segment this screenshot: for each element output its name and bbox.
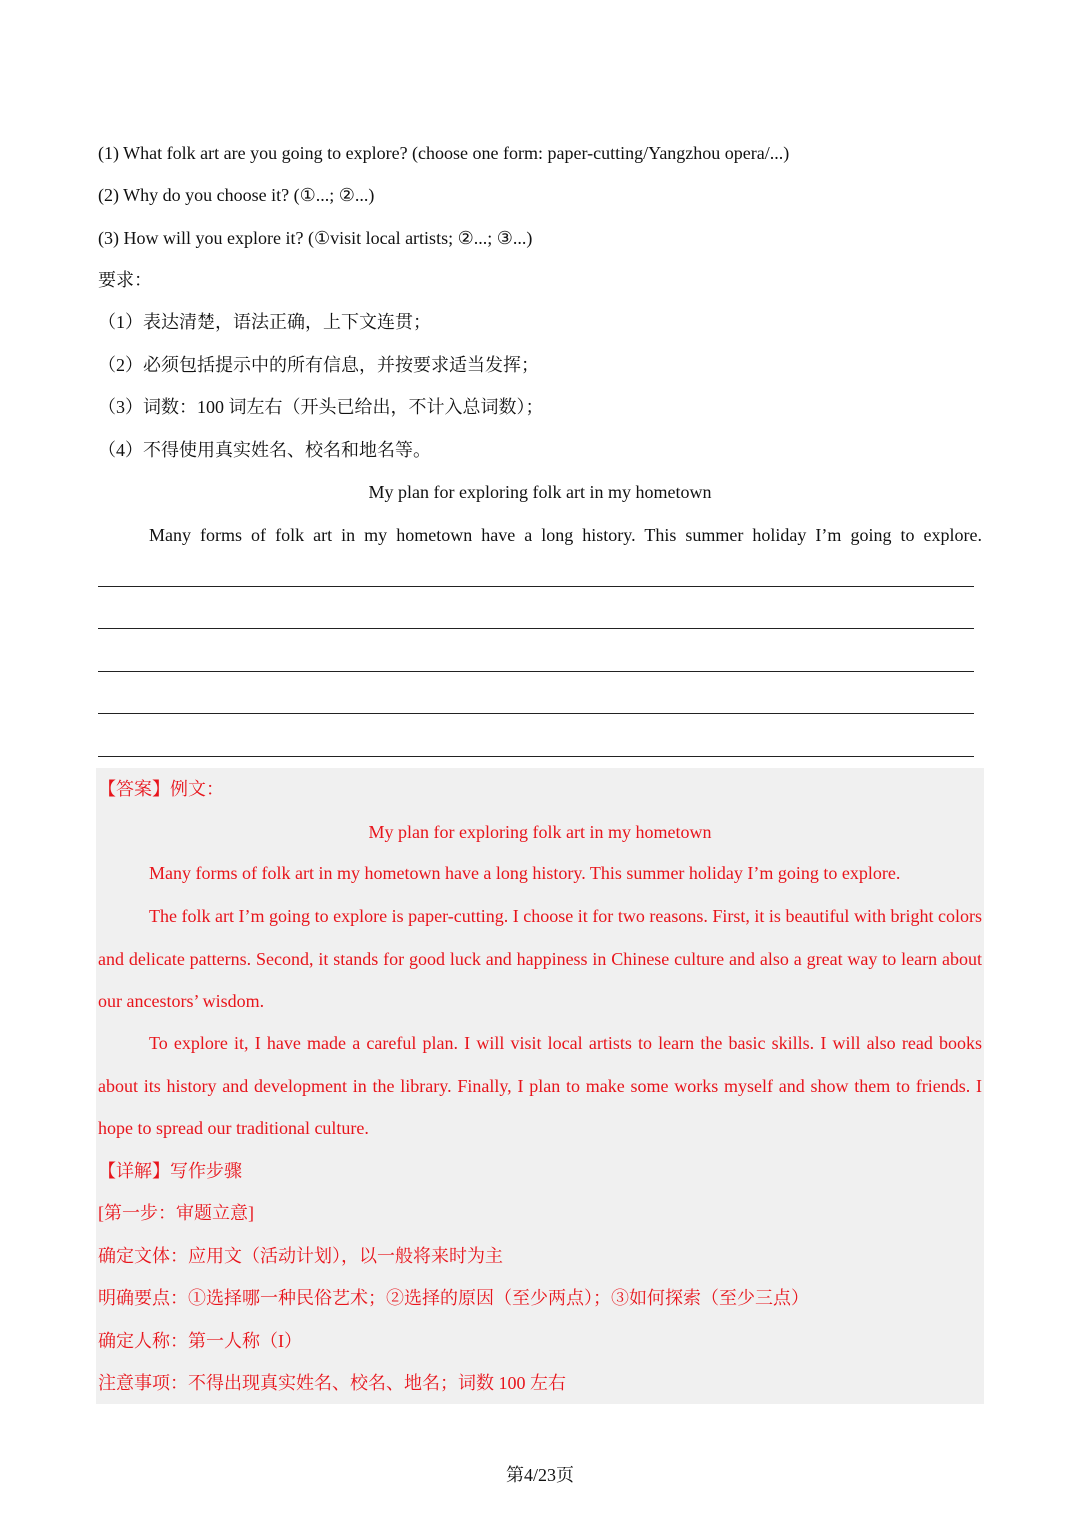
writing-line <box>98 671 974 672</box>
answer-paragraph-1-text: Many forms of folk art in my hometown have a long history. This summer holiday I’m going to explore. <box>149 863 901 883</box>
requirements-heading: 要求： <box>98 270 152 290</box>
answer-paragraph-2-text: The folk art I’m going to explore is paper-cutting. I choose it for two reasons. First, it is beautiful with bright colors and delicate patterns. Second, it stands for good luck and happiness in Chinese culture and also a great way to learn about our ancestors’ wisdom. <box>98 906 982 1011</box>
answer-paragraph-2 <box>98 895 982 1023</box>
analysis-item-key-points: 明确要点：①选择哪一种民俗艺术；②选择的原因（至少两点）；③如何探索（至少三点） <box>98 1288 809 1308</box>
analysis-item-notes: 注意事项：不得出现真实姓名、校名、地名；词数 100 左右 <box>98 1373 566 1393</box>
analysis-item-genre: 确定文体：应用文（活动计划），以一般将来时为主 <box>98 1246 503 1266</box>
essay-opening: Many forms of folk art in my hometown have a long history. This summer holiday I’m going to explore. <box>149 525 982 545</box>
requirement-item-3: （3）词数：100 词左右（开头已给出，不计入总词数）； <box>98 397 544 417</box>
prompt-question-2: (2) Why do you choose it? (①...; ②...) <box>98 185 375 205</box>
answer-paragraph-3-text: To explore it, I have made a careful plan. I will visit local artists to learn the basic skills. I will also read books about its history and development in the library. Finally, I plan to make some works myself and show them to friends. I hope to spread our traditional culture. <box>98 1033 982 1138</box>
answer-label: 【答案】例文： <box>98 779 224 799</box>
answer-paragraph-1 <box>98 852 982 895</box>
writing-line <box>98 756 974 757</box>
requirement-item-1: （1）表达清楚，语法正确，上下文连贯； <box>98 312 431 332</box>
analysis-step: [第一步：审题立意] <box>98 1203 254 1223</box>
writing-line <box>98 713 974 714</box>
writing-line <box>98 586 974 587</box>
answer-title: My plan for exploring folk art in my hometown <box>368 822 712 842</box>
writing-line <box>98 628 974 629</box>
requirement-item-4: （4）不得使用真实姓名、校名和地名等。 <box>98 440 431 460</box>
prompt-question-1: (1) What folk art are you going to explore? (choose one form: paper-cutting/Yangzhou opera/...) <box>98 143 790 163</box>
analysis-item-person: 确定人称：第一人称（I） <box>98 1331 302 1351</box>
page-number: 第4/23页 <box>505 1465 574 1485</box>
prompt-question-3: (3) How will you explore it? (①visit local artists; ②...; ③...) <box>98 228 533 248</box>
requirement-item-2: （2）必须包括提示中的所有信息，并按要求适当发挥； <box>98 355 539 375</box>
answer-paragraph-3 <box>98 1022 982 1150</box>
essay-title: My plan for exploring folk art in my hometown <box>368 482 712 502</box>
analysis-label: 【详解】写作步骤 <box>98 1161 242 1181</box>
